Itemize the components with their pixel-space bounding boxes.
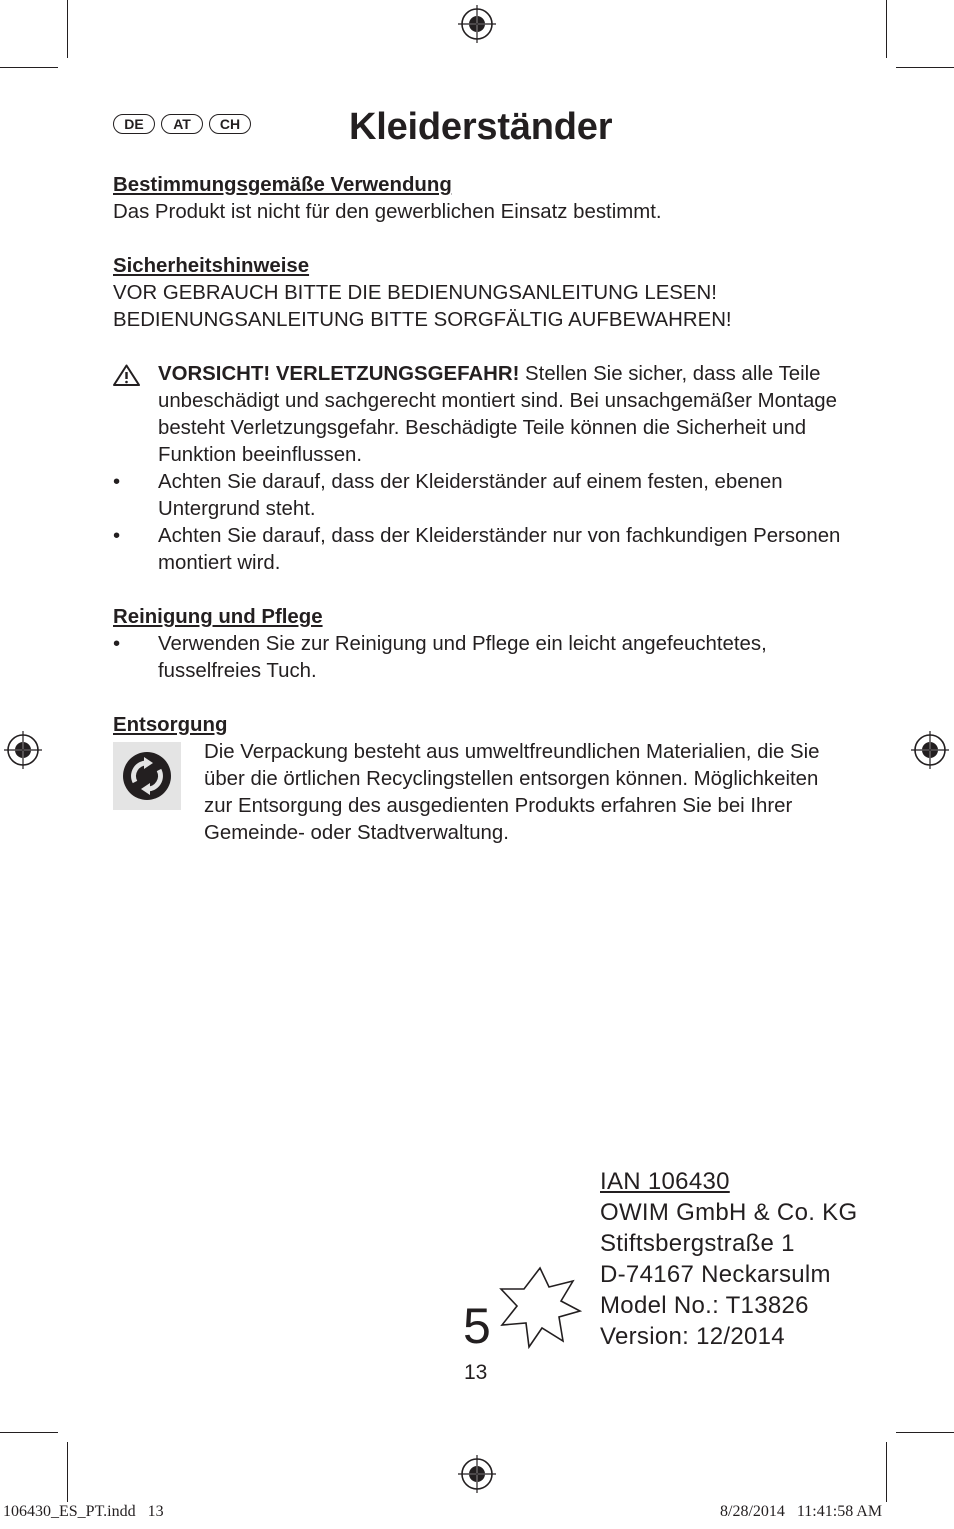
company-name: OWIM GmbH & Co. KG	[600, 1199, 858, 1226]
ian-number: IAN 106430	[600, 1168, 730, 1195]
paragraph: VOR GEBRAUCH BITTE DIE BEDIENUNGSANLEITUNG LESEN!	[113, 282, 717, 304]
section-heading: Entsorgung	[113, 714, 228, 736]
crop-mark	[67, 0, 68, 58]
crop-mark	[896, 1432, 954, 1433]
street: Stiftsbergstraße 1	[600, 1230, 795, 1257]
bullet-item	[113, 469, 853, 523]
country-badge: AT	[161, 114, 203, 134]
page-title: Kleiderständer	[349, 106, 613, 148]
paragraph: BEDIENUNGSANLEITUNG BITTE SORGFÄLTIG AUFBEWAHREN!	[113, 309, 732, 331]
registration-mark-icon	[911, 731, 949, 769]
registration-mark-icon	[458, 1455, 496, 1493]
bullet-text: Achten Sie darauf, dass der Kleiderständer nur von fachkundigen Personen montiert wird.	[158, 525, 841, 574]
bullet: •	[113, 633, 121, 655]
model-number: Model No.: T13826	[600, 1292, 809, 1319]
warning-item	[113, 361, 853, 469]
paragraph: Das Produkt ist nicht für den gewerblichen Einsatz bestimmt.	[113, 201, 662, 223]
green-dot-recycling-icon	[113, 742, 181, 810]
city: D-74167 Neckarsulm	[600, 1261, 831, 1288]
crop-mark	[896, 67, 954, 68]
bullet-item	[113, 523, 853, 577]
bullet-item	[113, 631, 853, 685]
crop-mark	[0, 67, 58, 68]
bullet: •	[113, 525, 121, 547]
slug-filename: 106430_ES_PT.indd 13	[3, 1503, 164, 1520]
disposal-block	[113, 739, 853, 847]
version: Version: 12/2014	[600, 1323, 785, 1350]
disposal-text: Die Verpackung besteht aus umweltfreundlichen Materialien, die Sie über die örtlichen Recyclingstellen entsorgen können. Möglichkeiten zur Entsorgung des ausgedienten Produkts erfahren Sie bei Ihrer Gemeinde- oder Stadtverwaltung.	[204, 741, 820, 844]
bullet-text: Achten Sie darauf, dass der Kleiderständer auf einem festen, ebenen Untergrund steht.	[158, 471, 783, 520]
manual-content	[113, 172, 853, 847]
crop-mark	[886, 1442, 887, 1502]
warning-lead: VORSICHT! VERLETZUNGSGEFAHR!	[158, 363, 520, 385]
slug-timestamp: 8/28/2014 11:41:58 AM	[720, 1503, 883, 1520]
bullet-text: Verwenden Sie zur Reinigung und Pflege ein leicht angefeuchtetes, fusselfreies Tuch.	[158, 633, 767, 682]
page-number: 13	[464, 1361, 488, 1384]
warning-text: Stellen Sie sicher, dass alle Teile unbeschädigt und sachgerecht montiert sind. Bei unsachgemäßer Montage besteht Verletzungsgefahr. Beschädigte Teile können die Sicherheit und Funktion beeinflussen.	[158, 363, 837, 466]
crop-mark	[886, 0, 887, 58]
star-burst-icon	[497, 1265, 583, 1349]
section-heading: Reinigung und Pflege	[113, 606, 323, 628]
country-badge: CH	[209, 114, 251, 134]
registration-mark-icon	[4, 731, 42, 769]
country-badges	[113, 114, 251, 134]
manufacturer-address	[600, 1166, 857, 1352]
bullet: •	[113, 471, 121, 493]
crop-mark	[0, 1432, 58, 1433]
registration-mark-icon	[458, 5, 496, 43]
warning-triangle-icon	[113, 361, 143, 394]
section-heading: Bestimmungsgemäße Verwendung	[113, 174, 452, 196]
crop-mark	[67, 1442, 68, 1502]
section-heading: Sicherheitshinweise	[113, 255, 310, 277]
country-badge: DE	[113, 114, 155, 134]
warranty-years: 5	[463, 1298, 491, 1354]
